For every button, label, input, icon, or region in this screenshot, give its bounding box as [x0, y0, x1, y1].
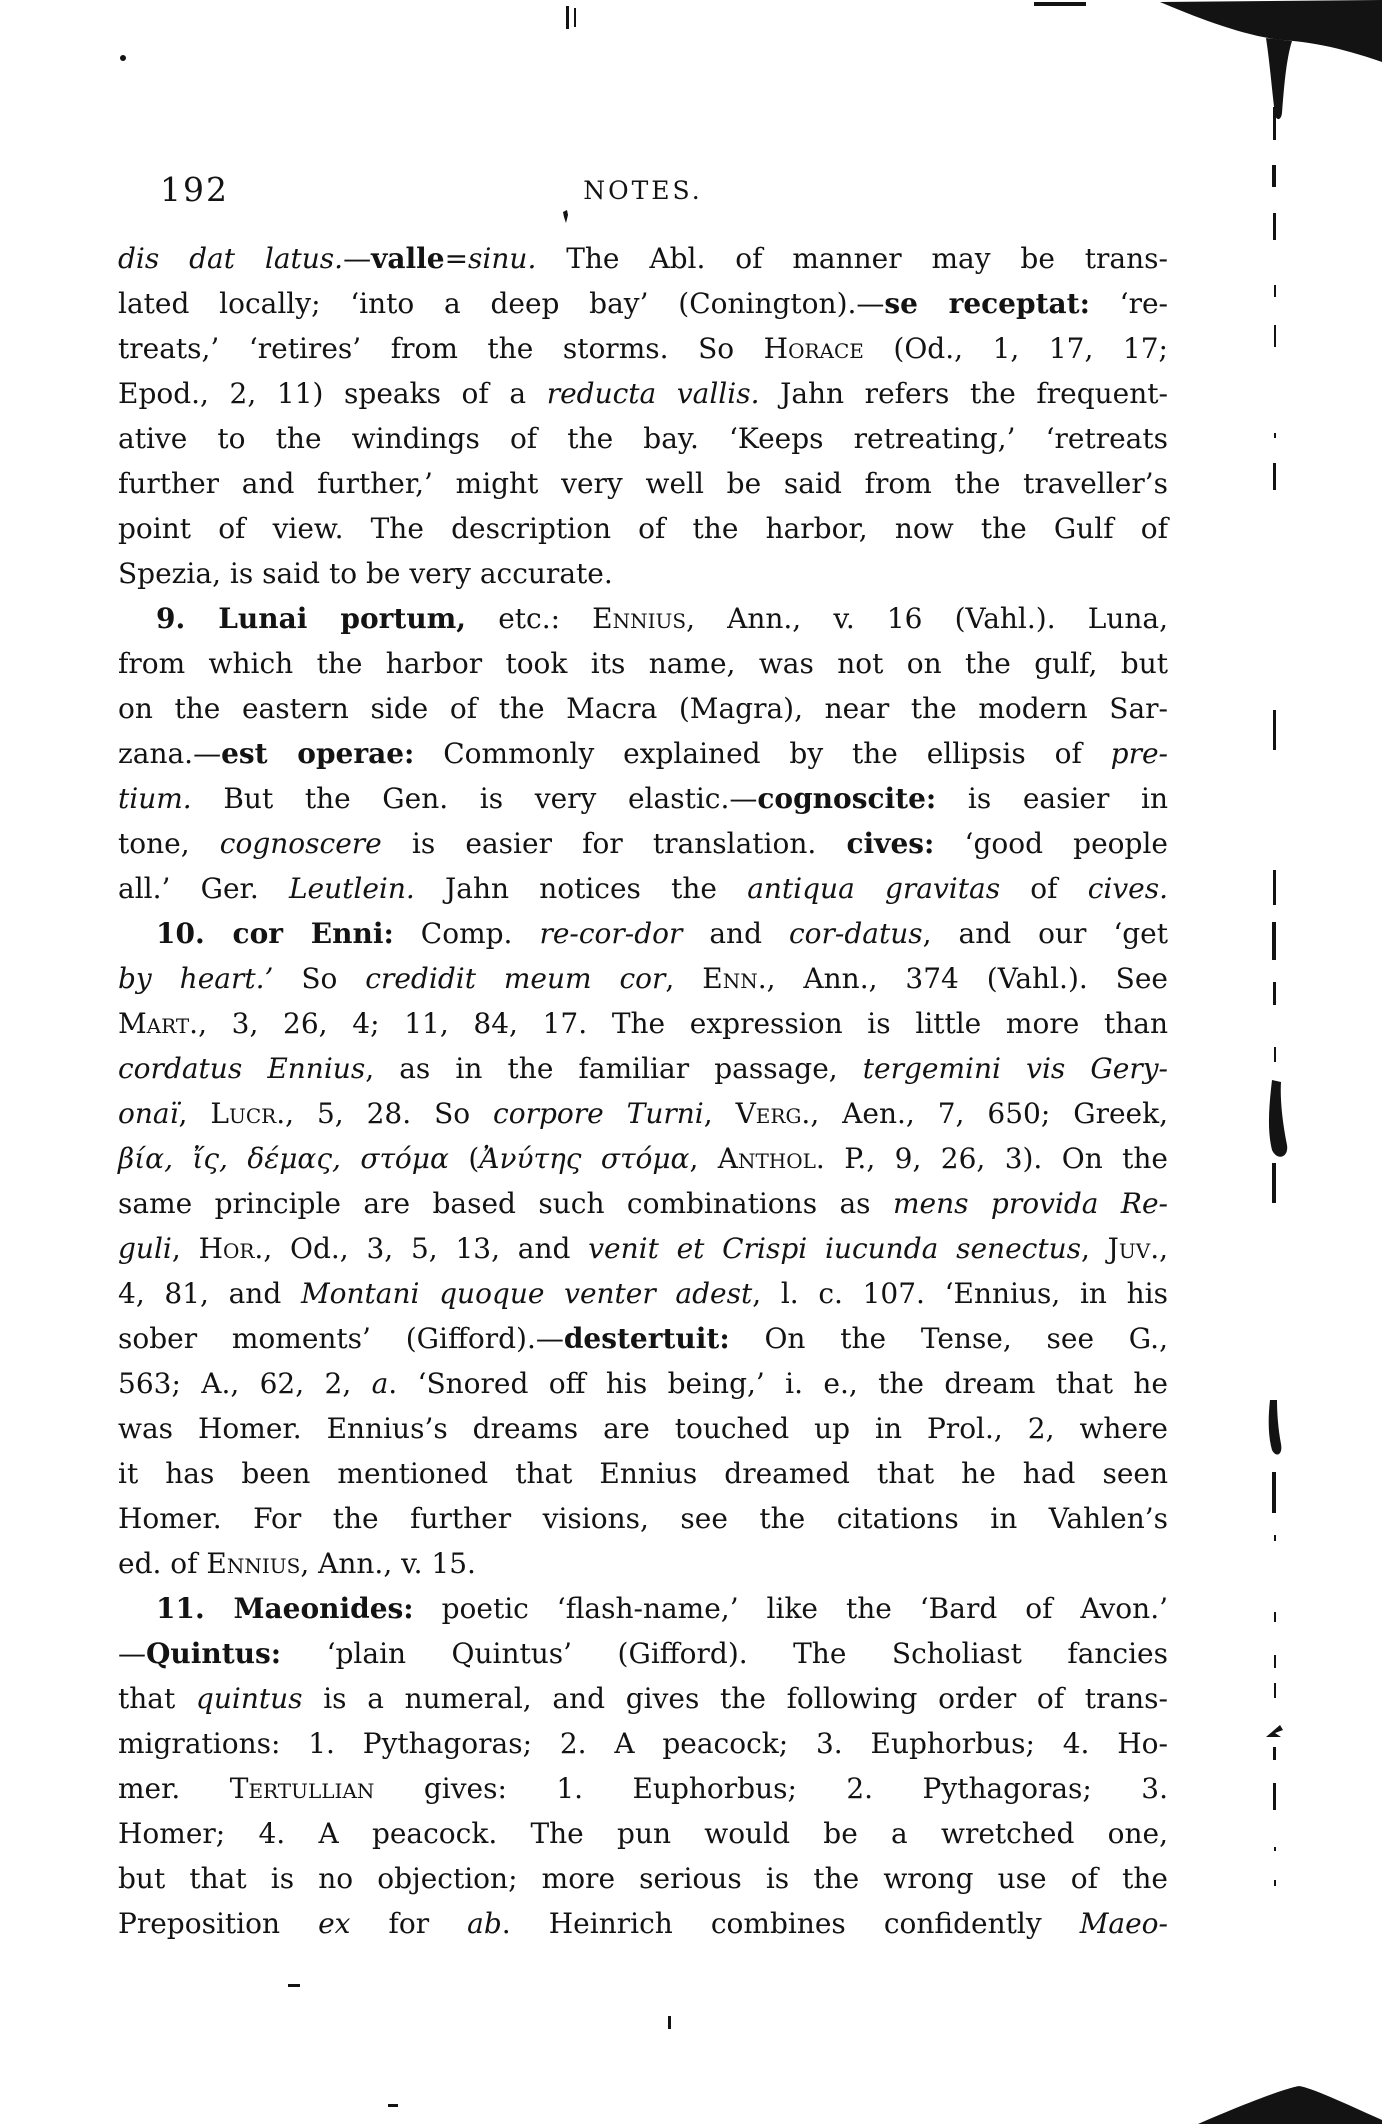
text-segment: The Abl. of manner may be trans- — [536, 242, 1168, 275]
text-line — [118, 1586, 1168, 1631]
text-segment: credidit meum cor — [365, 962, 666, 995]
text-segment: cordatus Ennius — [118, 1052, 366, 1085]
text-line — [118, 821, 1168, 866]
text-block — [118, 236, 1168, 1946]
text-line — [118, 1676, 1168, 1721]
scan-corner-triangle — [1198, 2086, 1382, 2124]
text-segment: Maeo- — [1079, 1907, 1168, 1940]
text-segment: cives: — [846, 827, 935, 860]
text-segment: for — [350, 1907, 468, 1940]
text-segment: Ἀνύτης στόμα — [479, 1142, 690, 1175]
text-segment: . Heinrich combines confidently — [501, 1907, 1080, 1940]
text-segment: 11. Maeonides: — [156, 1592, 414, 1625]
text-segment: Ennius — [592, 602, 687, 635]
text-line — [118, 731, 1168, 776]
text-segment: Comp. — [393, 917, 540, 950]
text-segment: , l. c. 107. ‘Ennius, in his — [752, 1277, 1169, 1310]
text-segment: gives: 1. Euphorbus; 2. Pythagoras; 3. — [374, 1772, 1168, 1805]
text-segment: poetic ‘flash-name,’ like the ‘Bard of Avon.’ — [413, 1592, 1168, 1625]
text-segment: further and further,’ might very well be said from the traveller’s — [118, 467, 1168, 500]
text-segment: Homer; 4. A peacock. The pun would be a wretched one, — [118, 1817, 1168, 1850]
text-segment: , — [171, 1232, 199, 1265]
text-segment: same principle are based such combinations as — [118, 1187, 893, 1220]
text-segment: venit et Crispi iucunda senectus — [588, 1232, 1081, 1265]
text-segment: , Od., 3, 5, 13, and — [263, 1232, 589, 1265]
text-line — [118, 1406, 1168, 1451]
text-line — [118, 1766, 1168, 1811]
text-segment: that — [118, 1682, 196, 1715]
text-segment: = — [444, 242, 469, 275]
text-line — [118, 416, 1168, 461]
text-segment: pre- — [1110, 737, 1169, 770]
text-line — [118, 1721, 1168, 1766]
text-segment: Mart. — [118, 1007, 199, 1040]
text-line — [118, 551, 1168, 596]
text-segment: But the Gen. is very elastic.— — [191, 782, 758, 815]
text-line — [118, 1631, 1168, 1676]
text-segment: destertuit: — [563, 1322, 730, 1355]
scan-speck — [288, 1984, 300, 1987]
text-segment: re-cor-dor — [539, 917, 683, 950]
text-line — [118, 1361, 1168, 1406]
text-segment: valle — [371, 242, 445, 275]
text-segment: Verg. — [735, 1097, 811, 1130]
text-segment: ( — [448, 1142, 480, 1175]
text-segment: lated locally; ‘into a deep bay’ (Conington).— — [118, 287, 885, 320]
text-segment: Spezia, is said to be very accurate. — [118, 557, 613, 590]
text-segment: ex — [318, 1907, 351, 1940]
text-segment: On the Tense, see G., — [729, 1322, 1168, 1355]
text-segment: ab — [467, 1907, 502, 1940]
text-line — [118, 236, 1168, 281]
text-segment: , — [178, 1097, 211, 1130]
text-line — [118, 1451, 1168, 1496]
text-segment: of — [1000, 872, 1088, 905]
text-segment: ‘re- — [1089, 287, 1168, 320]
text-segment: treats,’ ‘retires’ from the storms. So — [118, 332, 764, 365]
text-line — [118, 461, 1168, 506]
text-segment: Leutlein. — [288, 872, 415, 905]
text-segment: all.’ Ger. — [118, 872, 289, 905]
text-line — [118, 1901, 1168, 1946]
text-segment: sober moments’ (Gifford).— — [118, 1322, 564, 1355]
page-header — [118, 170, 1168, 212]
text-segment: , — [1080, 1232, 1108, 1265]
text-segment: , 5, 28. So — [285, 1097, 494, 1130]
text-segment: — — [118, 1637, 146, 1670]
text-line — [118, 1541, 1168, 1586]
text-segment: Preposition — [118, 1907, 319, 1940]
scan-double-bar — [566, 6, 569, 29]
text-segment: guli — [118, 1232, 172, 1265]
text-segment: sinu. — [468, 242, 537, 275]
text-segment: ‘plain Quintus’ (Gifford). The Scholiast fancies — [281, 1637, 1168, 1670]
text-line — [118, 1091, 1168, 1136]
page-number: 192 — [160, 170, 229, 209]
scan-double-bar — [574, 8, 576, 27]
text-line — [118, 281, 1168, 326]
text-segment: , as in the familiar passage, — [365, 1052, 863, 1085]
text-segment: Tertullian — [229, 1772, 375, 1805]
text-segment: P., 9, 26, 3). On the — [824, 1142, 1168, 1175]
text-line — [118, 1226, 1168, 1271]
text-segment: it has been mentioned that Ennius dreamed that he had seen — [118, 1457, 1168, 1490]
text-segment: — — [343, 242, 372, 275]
text-line — [118, 1136, 1168, 1181]
text-segment: ‘good people — [934, 827, 1168, 860]
text-segment: , — [689, 1142, 718, 1175]
text-line — [118, 1856, 1168, 1901]
text-line — [118, 686, 1168, 731]
text-segment: is easier in — [936, 782, 1168, 815]
text-segment: mens provida Re- — [892, 1187, 1168, 1220]
text-segment: on the eastern side of the Macra (Magra), near the modern Sar- — [118, 692, 1168, 725]
text-segment: Jahn refers the frequent- — [759, 377, 1168, 410]
text-segment: , and our ‘get — [922, 917, 1168, 950]
text-line — [118, 1181, 1168, 1226]
text-segment: Epod., 2, 11) speaks of a — [118, 377, 547, 410]
text-segment: onaï — [118, 1097, 179, 1130]
text-segment: , — [665, 962, 703, 995]
text-segment: and — [682, 917, 789, 950]
text-segment: migrations: 1. Pythagoras; 2. A peacock; 3. Euphorbus; 4. Ho- — [118, 1727, 1168, 1760]
running-title: NOTES. — [583, 176, 703, 205]
text-segment: Ennius — [206, 1547, 301, 1580]
scan-hline — [1034, 2, 1086, 6]
text-segment: , — [1159, 1232, 1169, 1265]
text-segment: tium. — [118, 782, 192, 815]
text-line — [118, 1001, 1168, 1046]
text-segment: 563; A., 62, 2, — [118, 1367, 372, 1400]
text-line — [118, 956, 1168, 1001]
text-segment: corpore Turni — [493, 1097, 704, 1130]
text-segment: point of view. The description of the harbor, now the Gulf of — [118, 512, 1168, 545]
text-segment: Hor. — [198, 1232, 264, 1265]
text-segment: 9. Lunai portum, — [156, 602, 467, 635]
text-line — [118, 1496, 1168, 1541]
text-segment: dis dat latus. — [118, 242, 344, 275]
text-segment: cives. — [1087, 872, 1168, 905]
text-line — [118, 1271, 1168, 1316]
text-segment: zana.— — [118, 737, 222, 770]
text-segment: 4, 81, and — [118, 1277, 301, 1310]
text-segment: Anthol. — [717, 1142, 825, 1175]
text-segment: Juv. — [1107, 1232, 1160, 1265]
text-segment: ative to the windings of the bay. ‘Keeps retreating,’ ‘retreats — [118, 422, 1168, 455]
text-line — [118, 866, 1168, 911]
text-segment: (Od., 1, 17, 17; — [863, 332, 1168, 365]
text-line — [118, 326, 1168, 371]
text-segment: but that is no objection; more serious is the wrong use of the — [118, 1862, 1168, 1895]
text-segment: , 3, 26, 4; 11, 84, 17. The expression is little more than — [198, 1007, 1168, 1040]
text-segment: cognoscite: — [757, 782, 937, 815]
text-segment: 10. cor Enni: — [156, 917, 394, 950]
text-segment: Commonly explained by the ellipsis of — [414, 737, 1111, 770]
text-segment: , Aen., 7, 650; Greek, — [810, 1097, 1168, 1130]
scan-speck — [120, 55, 126, 61]
text-line — [118, 911, 1168, 956]
text-segment: est operae: — [221, 737, 415, 770]
text-segment: reducta vallis. — [546, 377, 760, 410]
text-segment: Horace — [763, 332, 864, 365]
text-segment: etc.: — [466, 602, 593, 635]
text-segment: cognoscere — [219, 827, 382, 860]
text-line — [118, 371, 1168, 416]
scan-speck — [388, 2104, 398, 2107]
text-segment: was Homer. Ennius’s dreams are touched up in Prol., 2, where — [118, 1412, 1168, 1445]
text-segment: Homer. For the further visions, see the citations in Vahlen’s — [118, 1502, 1168, 1535]
text-segment: mer. — [118, 1772, 230, 1805]
text-segment: is a numeral, and gives the following order of trans- — [302, 1682, 1169, 1715]
text-segment: So — [273, 962, 366, 995]
scan-margin-ticks — [1266, 107, 1287, 1886]
text-segment: , Ann., v. 16 (Vahl.). Luna, — [686, 602, 1168, 635]
text-segment: quintus — [195, 1682, 303, 1715]
text-segment: by heart.’ — [118, 962, 274, 995]
text-segment: Enn. — [702, 962, 767, 995]
scan-speck — [668, 2016, 671, 2029]
text-segment: ed. of — [118, 1547, 207, 1580]
text-segment: βία, ἴς, δέμας, στόμα — [118, 1142, 449, 1175]
text-segment: Jahn notices the — [414, 872, 748, 905]
scan-corner-wedge-tail — [1266, 38, 1292, 119]
text-line — [118, 1046, 1168, 1091]
text-segment: a — [371, 1367, 389, 1400]
text-segment: tone, — [118, 827, 220, 860]
scan-corner-wedge — [1160, 0, 1382, 62]
text-segment: from which the harbor took its name, was not on the gulf, but — [118, 647, 1168, 680]
text-segment: antiqua gravitas — [747, 872, 1001, 905]
text-segment: . ‘Snored off his being,’ i. e., the dream that he — [388, 1367, 1169, 1400]
text-segment: Lucr. — [210, 1097, 286, 1130]
text-segment: Quintus: — [146, 1637, 282, 1670]
text-line — [118, 1316, 1168, 1361]
text-segment: , Ann., 374 (Vahl.). See — [766, 962, 1169, 995]
text-segment: Montani quoque venter adest — [300, 1277, 753, 1310]
text-line — [118, 776, 1168, 821]
text-line — [118, 506, 1168, 551]
text-line — [118, 596, 1168, 641]
text-line — [118, 1811, 1168, 1856]
text-segment: is easier for translation. — [381, 827, 847, 860]
text-segment: tergemini vis Gery- — [862, 1052, 1168, 1085]
text-segment: , Ann., v. 15. — [300, 1547, 476, 1580]
text-line — [118, 641, 1168, 686]
text-segment: cor-datus — [788, 917, 923, 950]
text-segment: se receptat: — [884, 287, 1090, 320]
text-segment: , — [703, 1097, 736, 1130]
